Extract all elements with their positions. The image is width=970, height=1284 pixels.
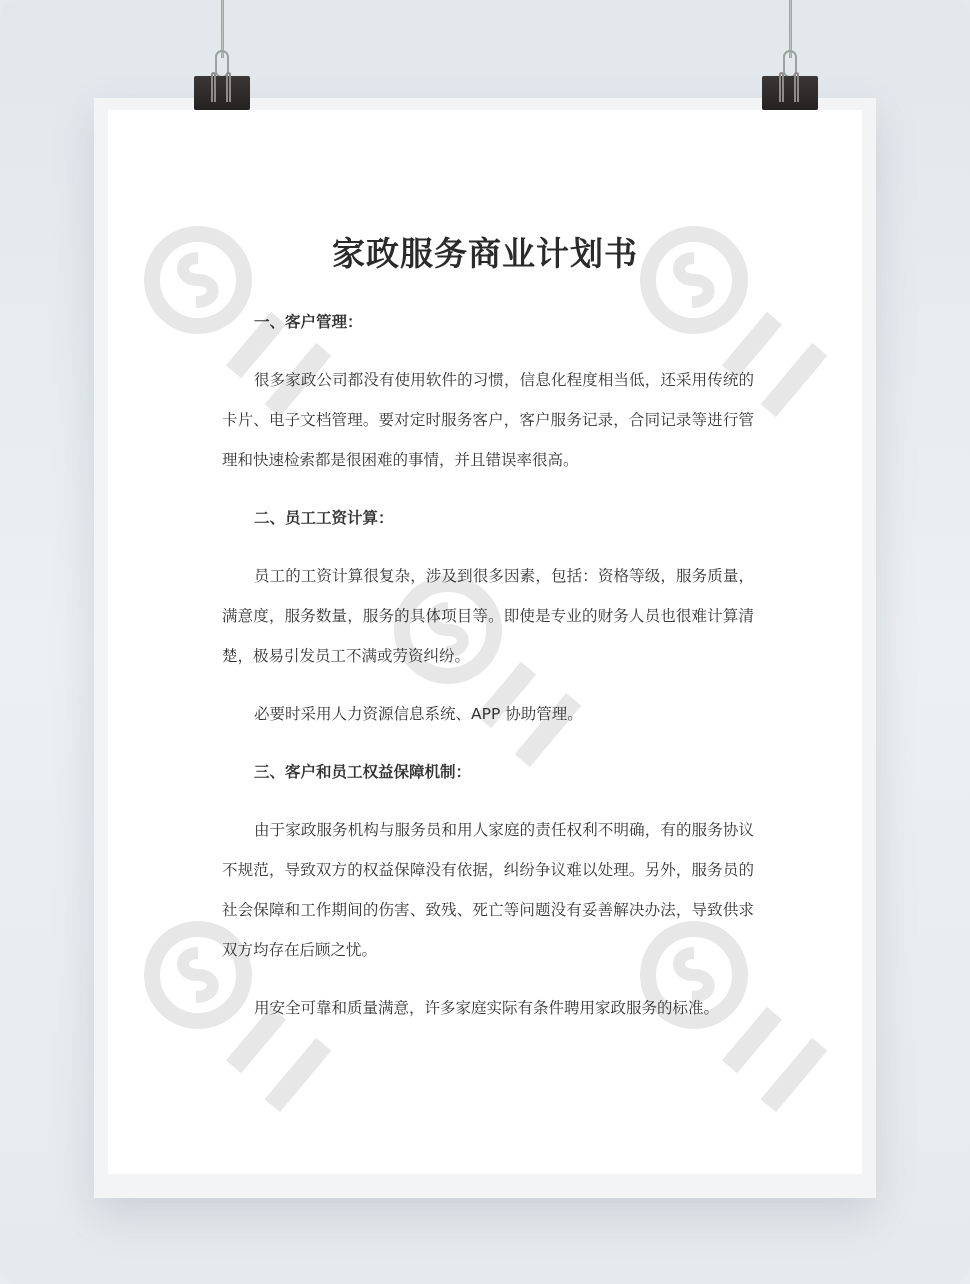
section-paragraph: 由于家政服务机构与服务员和用人家庭的责任权利不明确，有的服务协议不规范，导致双方的权益保障没有依据，纠纷争议难以处理。另外，服务员的社会保障和工作期间的伤害、致残、死亡等问题没有妥善解决办法，导致供求双方均存在后顾之忧。 (222, 821, 754, 959)
left-binder-clip-icon (194, 76, 250, 110)
section-heading: 三、客户和员工权益保障机制： (254, 763, 472, 781)
section-paragraph: 用安全可靠和质量满意，许多家庭实际有条件聘用家政服务的标准。 (254, 999, 720, 1017)
section-heading: 一、客户管理： (254, 313, 363, 331)
document-body (222, 302, 754, 1046)
section-paragraph: 必要时采用人力资源信息系统、APP 协助管理。 (254, 705, 583, 723)
section-paragraph: 很多家政公司都没有使用软件的习惯，信息化程度相当低，还采用传统的卡片、电子文档管理。要对定时服务客户，客户服务记录，合同记录等进行管理和快速检索都是很困难的事情，并且错误率很高。 (222, 371, 754, 469)
document-page (108, 110, 862, 1174)
section-heading: 二、员工工资计算： (254, 509, 394, 527)
right-binder-clip-icon (762, 76, 818, 110)
section-paragraph: 员工的工资计算很复杂，涉及到很多因素，包括：资格等级，服务质量，满意度，服务数量，服务的具体项目等。即使是专业的财务人员也很难计算清楚，极易引发员工不满或劳资纠纷。 (222, 567, 754, 665)
document-title: 家政服务商业计划书 (332, 234, 638, 273)
